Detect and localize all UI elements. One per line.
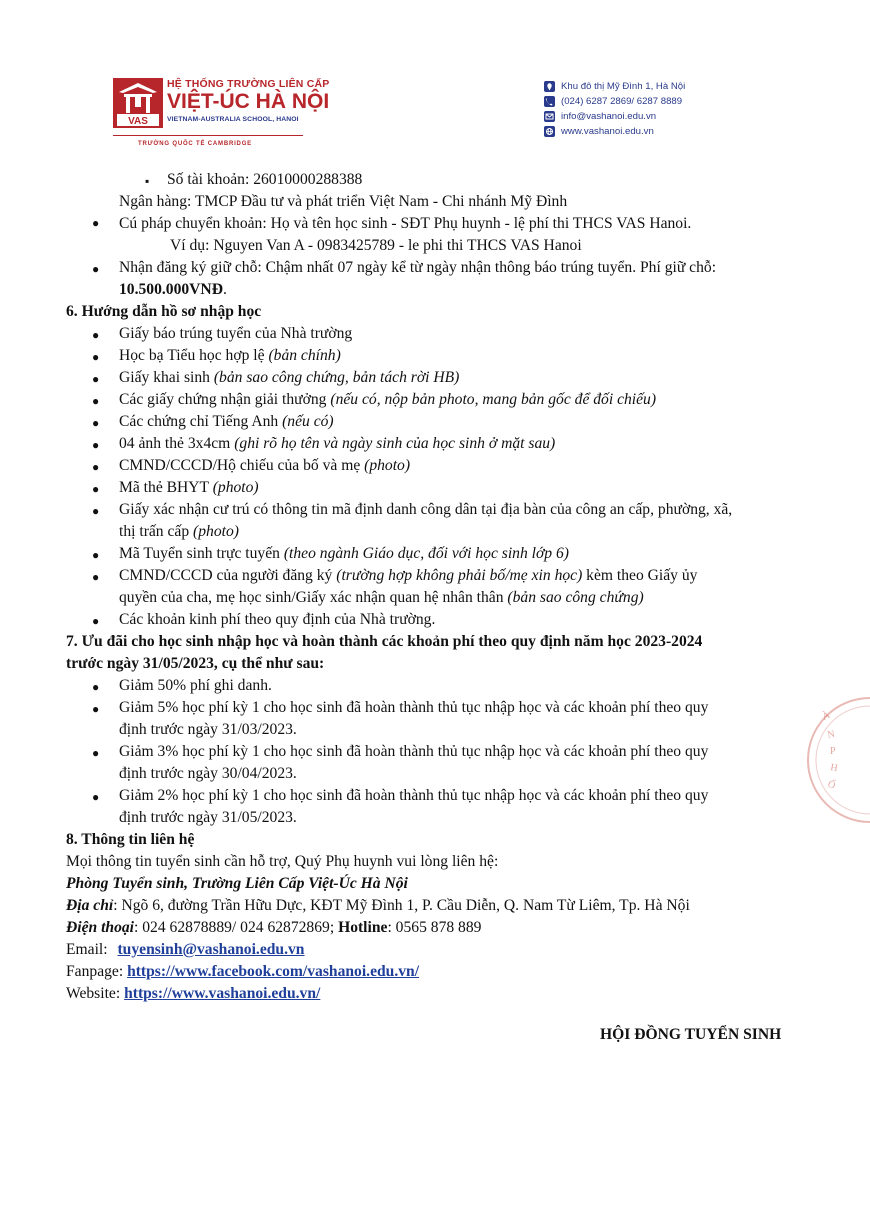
list-item-text: 04 ảnh thẻ 3x4cm <box>119 435 235 452</box>
discount-item-3-line-1: Giảm 3% học phí kỳ 1 cho học sinh đã hoàn thành thủ tục nhập học và các khoản phí theo quy <box>119 743 709 760</box>
bullet-icon: ● <box>92 614 100 628</box>
list-item <box>119 477 259 499</box>
guardian-id-line-2 <box>119 587 644 609</box>
list-item-text: Học bạ Tiểu học hợp lệ <box>119 347 269 364</box>
list-item-note: (nếu có, nộp bản photo, mang bản gốc để đối chiếu) <box>330 391 657 408</box>
list-item-note: (bản sao công chứng, bản tách rời HB) <box>213 369 460 386</box>
reservation-fee-tail: . <box>222 281 227 298</box>
discount-item-1: Giảm 50% phí ghi danh. <box>119 677 272 694</box>
square-bullet-icon: ▪ <box>145 174 150 188</box>
bullet-icon: ● <box>92 548 100 562</box>
list-item <box>119 389 656 411</box>
svg-text:À: À <box>820 709 832 723</box>
contact-intro: Mọi thông tin tuyển sinh cần hỗ trợ, Quý Phụ huynh vui lòng liên hệ: <box>66 853 499 870</box>
bullet-icon: ● <box>92 482 100 496</box>
discount-item-3-line-2: định trước ngày 30/04/2023. <box>119 765 297 782</box>
contact-address-text: Khu đô thị Mỹ Đình 1, Hà Nội <box>561 81 686 92</box>
bullet-icon: ● <box>92 702 100 716</box>
bullet-icon: ● <box>92 504 100 518</box>
list-item-note: (ghi rõ họ tên và ngày sinh của học sinh ở mặt sau) <box>234 435 556 452</box>
bullet-icon: ● <box>92 460 100 474</box>
reservation-note: Nhận đăng ký giữ chỗ: Chậm nhất 07 ngày kể từ ngày nhận thông báo trúng tuyển. Phí giữ chỗ: <box>119 259 717 276</box>
svg-text:N: N <box>826 728 836 741</box>
transfer-syntax: Cú pháp chuyển khoản: Họ và tên học sinh - SĐT Phụ huynh - lệ phí thi THCS VAS Hanoi. <box>119 215 692 232</box>
section-8-title: 8. Thông tin liên hệ <box>66 831 195 848</box>
list-item-note: (photo) <box>212 479 259 496</box>
school-english-name: VIETNAM-AUSTRALIA SCHOOL, HANOI <box>167 116 299 123</box>
fees-item: Các khoản kinh phí theo quy định của Nhà trường. <box>119 611 436 628</box>
guardian-id-text-tail: kèm theo Giấy ủy <box>582 567 698 584</box>
residence-text: thị trấn cấp <box>119 523 194 540</box>
guardian-relation-note: (bản sao công chứng) <box>507 589 644 606</box>
email-label: Email: <box>66 941 112 958</box>
list-item <box>119 433 555 455</box>
guardian-id-text: CMND/CCCD của người đăng ký <box>119 567 337 584</box>
bullet-icon: ● <box>92 680 100 694</box>
online-code-text: Mã Tuyển sinh trực tuyến <box>119 545 284 562</box>
website-link[interactable]: https://www.vashanoi.edu.vn/ <box>124 985 321 1002</box>
school-tagline: TRƯỜNG QUỐC TẾ CAMBRIDGE <box>138 141 252 147</box>
website-label: Website: <box>66 985 125 1002</box>
address-label: Địa chỉ <box>66 897 114 914</box>
online-code-item <box>119 543 569 565</box>
bullet-icon: ● <box>92 262 100 276</box>
official-stamp-icon <box>790 690 870 830</box>
discount-item-4-line-2: định trước ngày 31/05/2023. <box>119 809 297 826</box>
list-item-text: Giấy khai sinh <box>119 369 214 386</box>
hotline-value: : 0565 878 889 <box>387 919 482 936</box>
section-7-title-line-1: 7. Ưu đãi cho học sinh nhập học và hoàn thành các khoản phí theo quy định năm học 2023-2024 <box>66 633 703 650</box>
list-item-note: (photo) <box>364 457 411 474</box>
reservation-fee <box>119 279 227 301</box>
guardian-id-line-1 <box>119 565 697 587</box>
signature-block: HỘI ĐỒNG TUYỂN SINH <box>600 1026 782 1043</box>
list-item-text: Mã thẻ BHYT <box>119 479 213 496</box>
account-number: Số tài khoản: 26010000288388 <box>167 171 363 188</box>
school-system-label: HỆ THỐNG TRƯỜNG LIÊN CẤP <box>167 78 330 90</box>
list-item <box>119 323 352 345</box>
contact-website-text[interactable]: www.vashanoi.edu.vn <box>561 126 654 137</box>
contact-email-text[interactable]: info@vashanoi.edu.vn <box>561 111 657 122</box>
contact-phone-text[interactable]: (024) 6287 2869/ 6287 8889 <box>561 96 683 107</box>
phone-value: : 024 62878889/ 024 62872869; <box>134 919 339 936</box>
list-item-note: (bản chính) <box>268 347 341 364</box>
svg-text:Ố: Ố <box>825 778 837 792</box>
logo-mark-label: VAS <box>128 116 148 127</box>
bullet-icon: ● <box>92 216 100 230</box>
website-line <box>66 983 320 1005</box>
residence-line-2 <box>119 521 239 543</box>
school-name-title: VIỆT-ÚC HÀ NỘI <box>167 90 330 113</box>
online-code-note: (theo ngành Giáo dục, đối với học sinh lớp 6) <box>283 545 569 562</box>
residence-line-1: Giấy xác nhận cư trú có thông tin mã định danh công dân tại địa bàn của công an cấp, phường, xã, <box>119 501 733 518</box>
bullet-icon: ● <box>92 372 100 386</box>
fanpage-label: Fanpage: <box>66 963 128 980</box>
fanpage-link[interactable]: https://www.facebook.com/vashanoi.edu.vn/ <box>127 963 420 980</box>
transfer-example: Ví dụ: Nguyen Van A - 0983425789 - le phi thi THCS VAS Hanoi <box>170 237 582 254</box>
list-item-text: Các giấy chứng nhận giải thưởng <box>119 391 331 408</box>
reservation-fee-value: 10.500.000VNĐ <box>119 281 223 298</box>
email-line <box>66 939 304 961</box>
section-7-title-line-2: trước ngày 31/05/2023, cụ thể như sau: <box>66 655 325 672</box>
hotline-label: Hotline <box>338 919 388 936</box>
list-item-text: CMND/CCCD/Hộ chiếu của bố và mẹ <box>119 457 365 474</box>
address-value: : Ngõ 6, đường Trần Hữu Dực, KĐT Mỹ Đình 1, P. Cầu Diễn, Q. Nam Từ Liêm, Tp. Hà Nội <box>113 897 690 914</box>
section-6-title: 6. Hướng dẫn hồ sơ nhập học <box>66 303 262 320</box>
list-item <box>119 345 341 367</box>
bullet-icon: ● <box>92 328 100 342</box>
discount-item-4-line-1: Giảm 2% học phí kỳ 1 cho học sinh đã hoàn thành thủ tục nhập học và các khoản phí theo quy <box>119 787 709 804</box>
phone-label: Điện thoại <box>66 919 135 936</box>
address-line <box>66 895 690 917</box>
bullet-icon: ● <box>92 438 100 452</box>
list-item-text: Giấy báo trúng tuyển của Nhà trường <box>119 325 353 342</box>
guardian-relation-text: quyền của cha, mẹ học sinh/Giấy xác nhận quan hệ nhân thân <box>119 589 508 606</box>
bank-name: Ngân hàng: TMCP Đầu tư và phát triển Việt Nam - Chi nhánh Mỹ Đình <box>119 193 568 210</box>
discount-item-2-line-1: Giảm 5% học phí kỳ 1 cho học sinh đã hoàn thành thủ tục nhập học và các khoản phí theo quy <box>119 699 709 716</box>
guardian-id-note: (trường hợp không phải bố/mẹ xin học) <box>336 567 583 584</box>
bullet-icon: ● <box>92 416 100 430</box>
list-item <box>119 367 459 389</box>
svg-text:H: H <box>829 762 839 775</box>
bullet-icon: ● <box>92 394 100 408</box>
list-item <box>119 411 334 433</box>
discount-item-2-line-2: định trước ngày 31/03/2023. <box>119 721 297 738</box>
admissions-office: Phòng Tuyển sinh, Trường Liên Cấp Việt-Úc Hà Nội <box>66 875 408 892</box>
list-item <box>119 455 410 477</box>
email-link[interactable]: tuyensinh@vashanoi.edu.vn <box>117 941 305 958</box>
fanpage-line <box>66 961 419 983</box>
list-item-note: (nếu có) <box>282 413 334 430</box>
bullet-icon: ● <box>92 790 100 804</box>
bullet-icon: ● <box>92 570 100 584</box>
phone-line <box>66 917 481 939</box>
bullet-icon: ● <box>92 350 100 364</box>
bullet-icon: ● <box>92 746 100 760</box>
svg-text:P: P <box>830 746 836 757</box>
list-item-text: Các chứng chỉ Tiếng Anh <box>119 413 283 430</box>
residence-note: (photo) <box>193 523 239 540</box>
